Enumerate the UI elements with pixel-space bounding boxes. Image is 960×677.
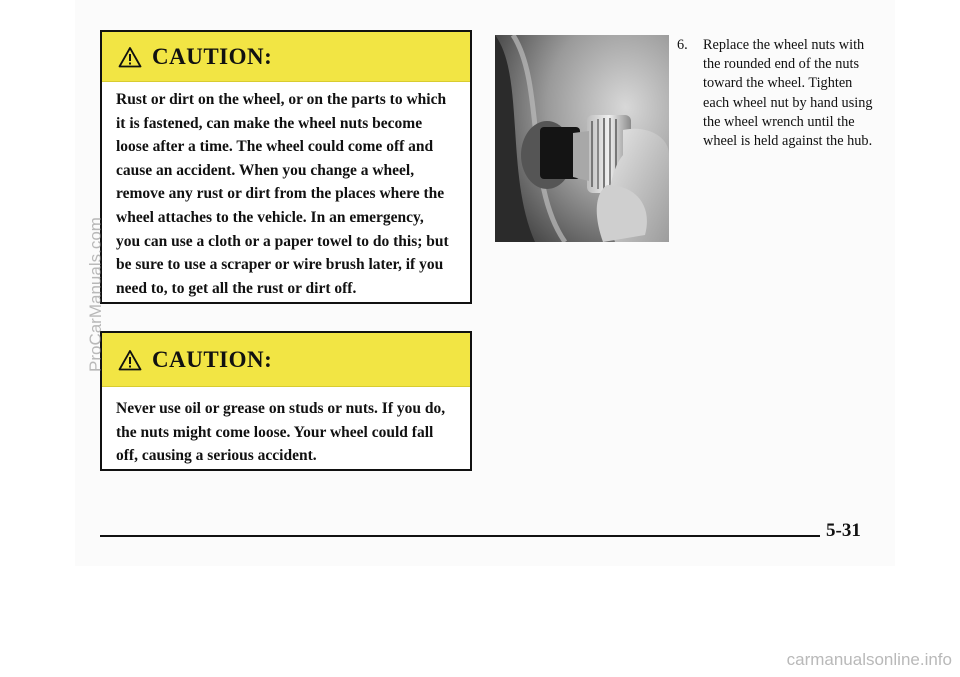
step-text: Replace the wheel nuts with the rounded end of the nuts toward the wheel. Tighten each wheel nut by hand using the wheel wrench until the wheel is held against the hub.	[703, 37, 873, 150]
wheel-hub-illustration	[495, 35, 669, 242]
instruction-list	[677, 36, 877, 151]
warning-triangle-icon	[118, 46, 142, 68]
side-watermark: ProCarManuals.com	[86, 217, 105, 372]
step-number: 6.	[677, 37, 688, 53]
caution-text: Never use oil or grease on studs or nuts. If you do, the nuts might come loose. Your wheel could fall off, causing a serious accident.	[116, 400, 446, 465]
caution-box-rust	[100, 30, 472, 304]
caution-header	[102, 32, 470, 82]
page-number: 5-31	[826, 520, 861, 541]
footer-rule	[100, 535, 820, 537]
caution-title: CAUTION:	[152, 346, 273, 372]
caution-text: Rust or dirt on the wheel, or on the parts to which it is fastened, can make the wheel nuts become loose after a time. The wheel could come off and cause an accident. When you change a wheel, remove any rust or dirt from the places where the wheel attaches to the vehicle. In an emergency, you can use a cloth or a paper towel to do this; but be sure to use a scraper or wire brush later, if you need to, to get all the rust or dirt off.	[116, 91, 449, 297]
caution-header	[102, 333, 470, 387]
wheel-nut-photo	[495, 35, 669, 242]
bottom-watermark: carmanualsonline.info	[786, 650, 952, 669]
warning-triangle-icon	[118, 349, 142, 371]
instruction-step	[677, 36, 877, 151]
caution-title: CAUTION:	[152, 43, 273, 69]
caution-box-grease	[100, 331, 472, 471]
